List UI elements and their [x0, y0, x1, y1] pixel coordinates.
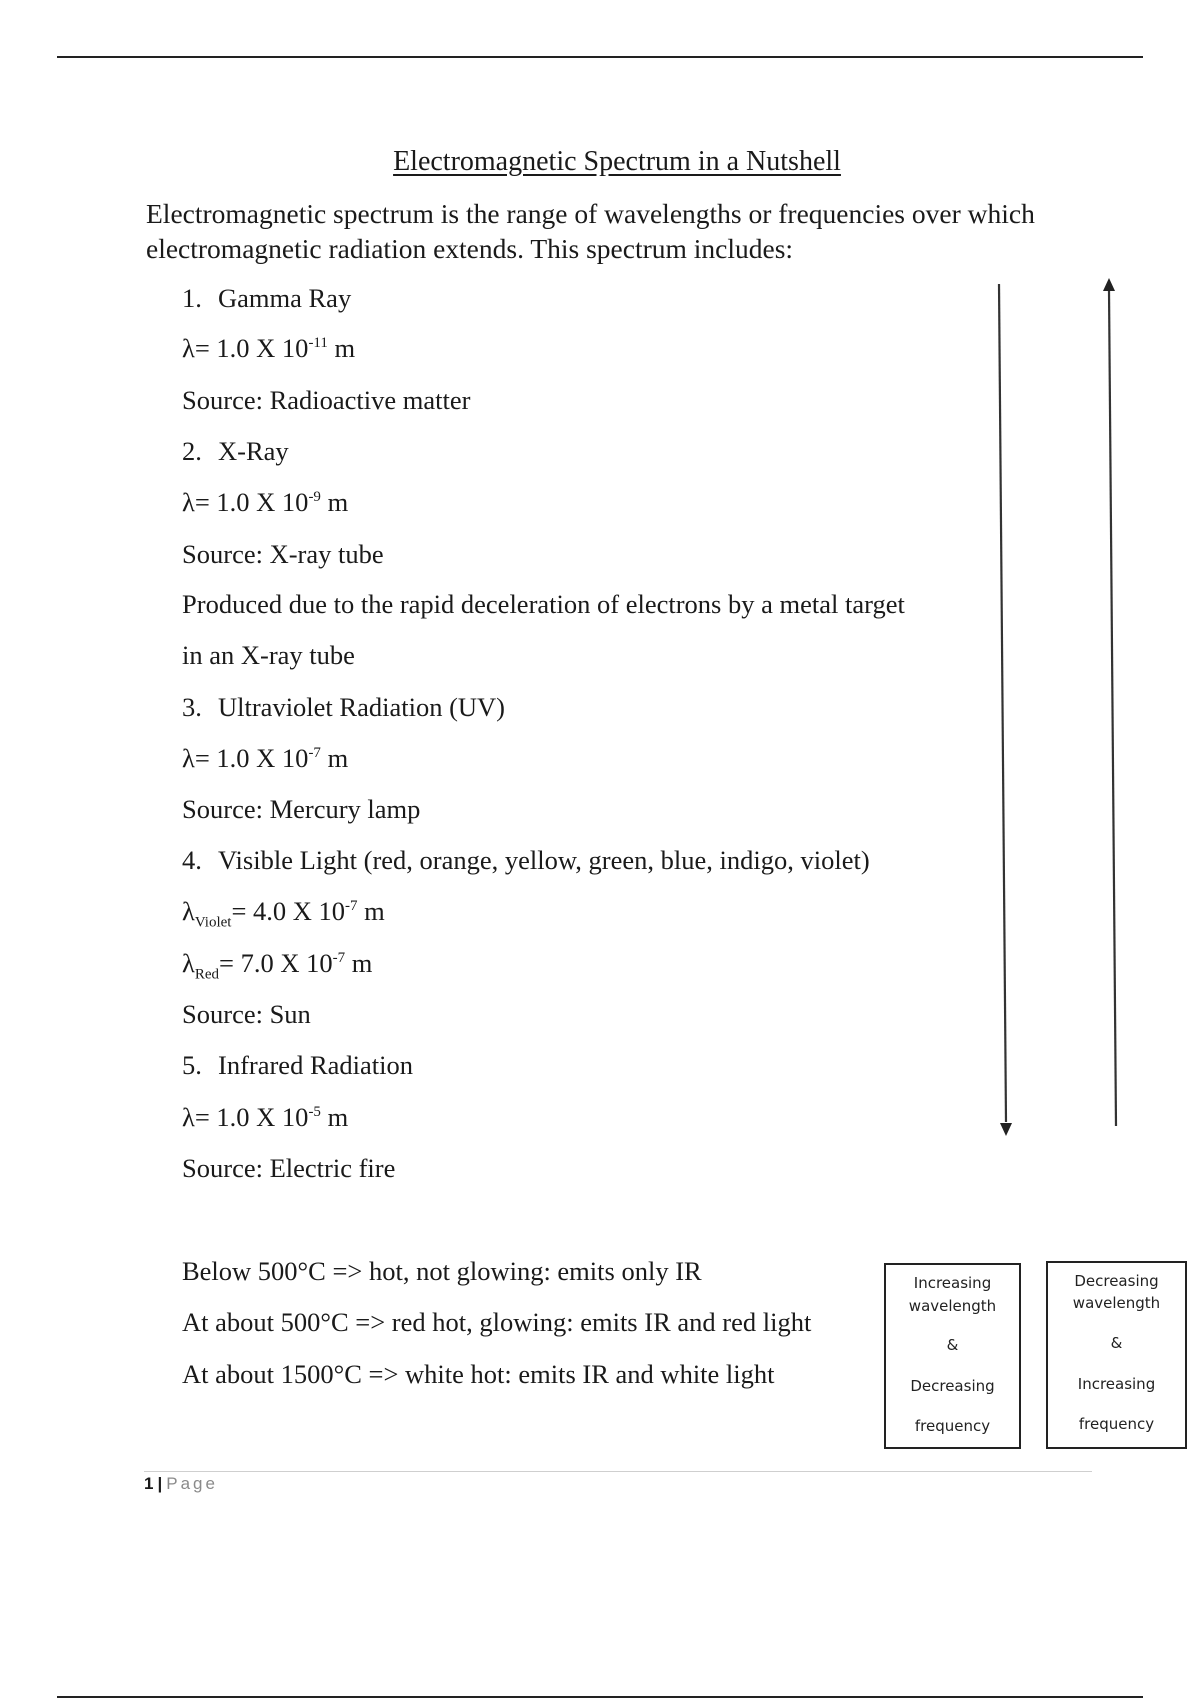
- wavelength-exponent: -7: [332, 950, 346, 967]
- box-text: Increasing: [913, 1274, 992, 1292]
- box-text: wavelength: [1072, 1294, 1161, 1312]
- down-arrow: [999, 284, 1012, 1136]
- wavelength-unit: m: [320, 1102, 349, 1132]
- xray-note-line2: in an X-ray tube: [182, 640, 355, 670]
- uv-name: Ultraviolet Radiation (UV): [218, 692, 506, 722]
- page-number: 1: [144, 1474, 154, 1493]
- box-text: wavelength: [908, 1297, 997, 1315]
- lambda-subscript: Red: [194, 966, 220, 983]
- wavelength-unit: m: [345, 948, 373, 978]
- box-text: frequency: [914, 1417, 991, 1435]
- page-label: Page: [166, 1474, 218, 1493]
- visible-name: Visible Light (red, orange, yellow, green, blue, indigo, violet): [218, 845, 870, 875]
- up-arrow: [1103, 278, 1116, 1126]
- xray-name: X-Ray: [218, 436, 289, 466]
- infrared-name: Infrared Radiation: [218, 1050, 413, 1080]
- list-number: 4.: [182, 845, 202, 875]
- list-number: 2.: [182, 436, 202, 466]
- box-text: Decreasing: [910, 1377, 995, 1395]
- wavelength-value: = 7.0 X 10: [219, 948, 333, 978]
- wavelength-exponent: -5: [308, 1104, 321, 1121]
- page-title: Electromagnetic Spectrum in a Nutshell: [393, 146, 841, 177]
- temp-note-2: At about 500°C => red hot, glowing: emits IR and red light: [182, 1307, 812, 1337]
- xray-note-line1: Produced due to the rapid deceleration of electrons by a metal target: [182, 589, 905, 619]
- temp-note-1: Below 500°C => hot, not glowing: emits only IR: [182, 1256, 702, 1286]
- wavelength-exponent: -7: [345, 898, 358, 915]
- footer-separator: |: [157, 1474, 163, 1493]
- xray-source: Source: X-ray tube: [182, 539, 384, 569]
- wavelength-unit: m: [357, 896, 385, 926]
- wavelength-value: λ= 1.0 X 10: [182, 333, 309, 363]
- wavelength-value: λ= 1.0 X 10: [182, 1102, 309, 1132]
- footer-rule: [144, 1471, 1092, 1472]
- wavelength-exponent: -7: [308, 745, 321, 762]
- uv-source: Source: Mercury lamp: [182, 794, 421, 824]
- lambda-symbol: λ: [182, 896, 195, 926]
- temp-note-3: At about 1500°C => white hot: emits IR and white light: [182, 1359, 775, 1389]
- increasing-wavelength-box: [884, 1263, 1021, 1449]
- list-number: 3.: [182, 692, 202, 722]
- box-text: &: [946, 1336, 959, 1354]
- visible-source: Source: Sun: [182, 999, 311, 1029]
- gamma-name: Gamma Ray: [218, 283, 352, 313]
- wavelength-value: λ= 1.0 X 10: [182, 487, 309, 517]
- lambda-subscript: Violet: [194, 914, 232, 931]
- wavelength-unit: m: [320, 487, 349, 517]
- decreasing-wavelength-box: [1046, 1261, 1187, 1449]
- box-text: frequency: [1078, 1415, 1155, 1433]
- list-number: 5.: [182, 1050, 202, 1080]
- box-text: Decreasing: [1074, 1272, 1159, 1290]
- wavelength-unit: m: [320, 743, 349, 773]
- wavelength-value: λ= 1.0 X 10: [182, 743, 309, 773]
- list-number: 1.: [182, 283, 202, 313]
- box-text: Increasing: [1077, 1375, 1156, 1393]
- box-text: &: [1110, 1334, 1123, 1352]
- infrared-source: Source: Electric fire: [182, 1153, 396, 1183]
- intro-paragraph: Electromagnetic spectrum is the range of wavelengths or frequencies over which electromagnetic radiation extends. This spectrum includes:: [146, 198, 1035, 264]
- lambda-symbol: λ: [182, 948, 195, 978]
- bottom-rule: [57, 1696, 1143, 1698]
- wavelength-value: = 4.0 X 10: [231, 896, 346, 926]
- wavelength-exponent: -9: [308, 489, 321, 506]
- wavelength-unit: m: [327, 333, 356, 363]
- wavelength-exponent: -11: [308, 335, 328, 352]
- gamma-source: Source: Radioactive matter: [182, 385, 471, 415]
- page-footer: [144, 1474, 218, 1494]
